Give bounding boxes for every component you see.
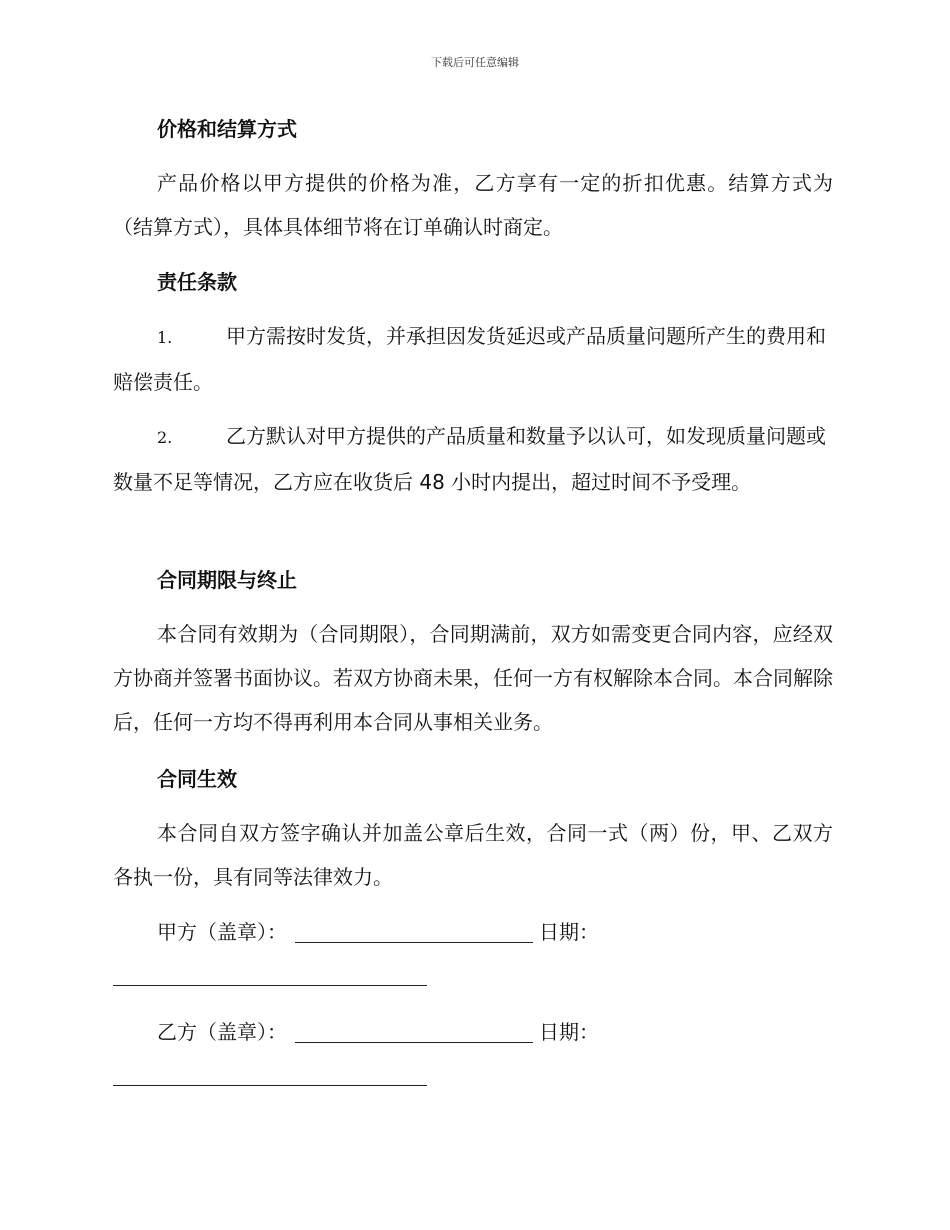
liability-item-2 — [113, 414, 833, 504]
header-note: 下载后可任意编辑 — [431, 56, 519, 69]
date-label: 日期： — [539, 1020, 599, 1044]
section-title-liability: 责任条款 — [157, 270, 237, 294]
section-title-effect: 合同生效 — [157, 767, 237, 791]
liability-item-number: 2. — [157, 428, 173, 447]
section-title-pricing: 价格和结算方式 — [157, 117, 297, 141]
section-body-pricing: 产品价格以甲方提供的价格为准，乙方享有一定的折扣优惠。结算方式为（结算方式），具体具体细节将在订单确认时商定。 — [113, 171, 833, 239]
signature-line-party-b — [157, 1022, 599, 1043]
liability-item-text: 乙方默认对甲方提供的产品质量和数量予以认可，如发现质量问题或数量不足等情况，乙方应在收货后 48 小时内提出，超过时间不予受理。 — [113, 424, 826, 494]
party-b-seal-blank[interactable] — [295, 1041, 533, 1043]
party-a-date-blank[interactable] — [113, 985, 427, 986]
section-body-effect: 本合同自双方签字确认并加盖公章后生效，合同一式（两）份，甲、乙双方各执一份，具有同等法律效力。 — [113, 821, 833, 889]
liability-item-text: 甲方需按时发货，并承担因发货延迟或产品质量问题所产生的费用和赔偿责任。 — [113, 324, 826, 394]
party-a-label: 甲方（盖章）： — [157, 920, 287, 944]
party-b-label: 乙方（盖章）： — [157, 1020, 287, 1044]
section-body-term: 本合同有效期为（合同期限），合同期满前，双方如需变更合同内容，应经双方协商并签署书面协议。若双方协商未果，任何一方有权解除本合同。本合同解除后，任何一方均不得再利用本合同从事相关业务。 — [113, 622, 833, 734]
party-b-date-blank[interactable] — [113, 1085, 427, 1086]
section-title-term: 合同期限与终止 — [157, 568, 297, 592]
liability-item-number: 1. — [157, 328, 173, 347]
date-label: 日期： — [539, 920, 599, 944]
signature-line-party-a — [157, 922, 599, 943]
liability-item-1 — [113, 314, 833, 404]
party-a-seal-blank[interactable] — [295, 941, 533, 943]
